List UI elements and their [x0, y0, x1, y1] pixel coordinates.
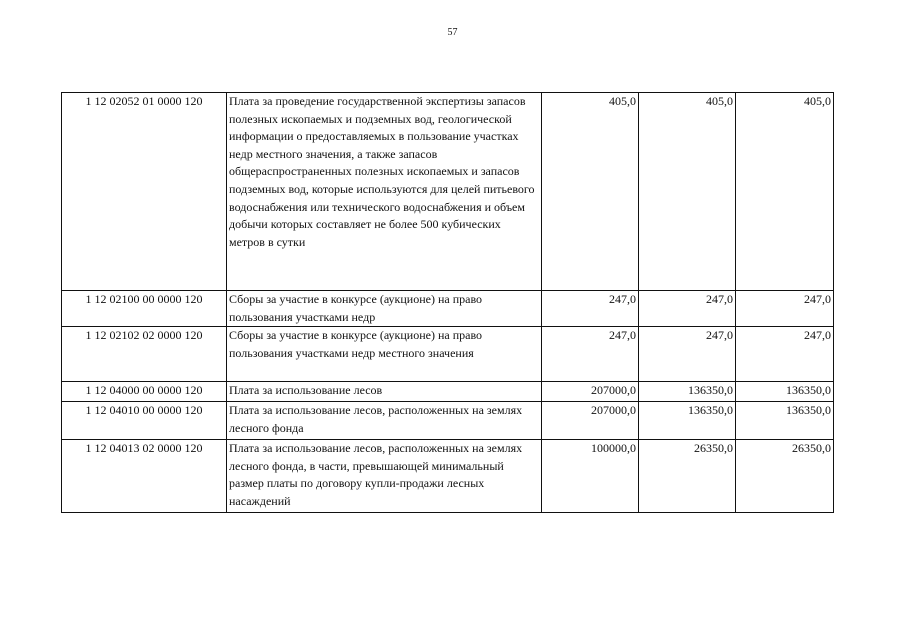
amount-cell-2: 26350,0 — [639, 440, 736, 513]
revenue-description-cell: Сборы за участие в конкурсе (аукционе) на право пользования участками недр местного значения — [227, 327, 542, 382]
revenue-code-cell: 1 12 04010 00 0000 120 — [62, 402, 227, 440]
revenue-description-cell: Плата за использование лесов — [227, 382, 542, 402]
revenue-code-cell: 1 12 02052 01 0000 120 — [62, 93, 227, 291]
amount-cell-1: 405,0 — [542, 93, 639, 291]
amount-cell-1: 207000,0 — [542, 402, 639, 440]
table-row — [62, 402, 834, 440]
amount-cell-1: 247,0 — [542, 327, 639, 382]
amount-cell-2: 136350,0 — [639, 382, 736, 402]
amount-cell-3: 247,0 — [736, 291, 834, 327]
amount-cell-3: 247,0 — [736, 327, 834, 382]
revenue-description-cell: Плата за проведение государственной экспертизы запасов полезных ископаемых и подземных вод, геологической информации о предоставляемых в пользование участках недр местного значения, а также запасов общераспространенных полезных ископаемых и запасов подземных вод, которые используются для целей питьевого водоснабжения или технического водоснабжения и объем добычи которых составляет не более 500 кубических метров в сутки — [227, 93, 542, 291]
revenue-code-cell: 1 12 04000 00 0000 120 — [62, 382, 227, 402]
table-row — [62, 291, 834, 327]
page-number: 57 — [447, 27, 458, 38]
revenue-description-cell: Плата за использование лесов, расположенных на землях лесного фонда — [227, 402, 542, 440]
amount-cell-3: 136350,0 — [736, 402, 834, 440]
amount-cell-2: 405,0 — [639, 93, 736, 291]
amount-cell-1: 207000,0 — [542, 382, 639, 402]
revenue-code-cell: 1 12 02102 02 0000 120 — [62, 327, 227, 382]
revenue-description-cell: Сборы за участие в конкурсе (аукционе) на право пользования участками недр — [227, 291, 542, 327]
revenue-description-cell: Плата за использование лесов, расположенных на землях лесного фонда, в части, превышающей минимальный размер платы по договору купли-продажи лесных насаждений — [227, 440, 542, 513]
table-row — [62, 440, 834, 513]
amount-cell-3: 136350,0 — [736, 382, 834, 402]
amount-cell-3: 26350,0 — [736, 440, 834, 513]
table-row — [62, 382, 834, 402]
budget-revenue-table — [61, 92, 834, 513]
amount-cell-1: 100000,0 — [542, 440, 639, 513]
revenue-code-cell: 1 12 04013 02 0000 120 — [62, 440, 227, 513]
revenue-code-cell: 1 12 02100 00 0000 120 — [62, 291, 227, 327]
amount-cell-2: 136350,0 — [639, 402, 736, 440]
amount-cell-1: 247,0 — [542, 291, 639, 327]
amount-cell-3: 405,0 — [736, 93, 834, 291]
table-row — [62, 93, 834, 291]
amount-cell-2: 247,0 — [639, 291, 736, 327]
amount-cell-2: 247,0 — [639, 327, 736, 382]
table-row — [62, 327, 834, 382]
